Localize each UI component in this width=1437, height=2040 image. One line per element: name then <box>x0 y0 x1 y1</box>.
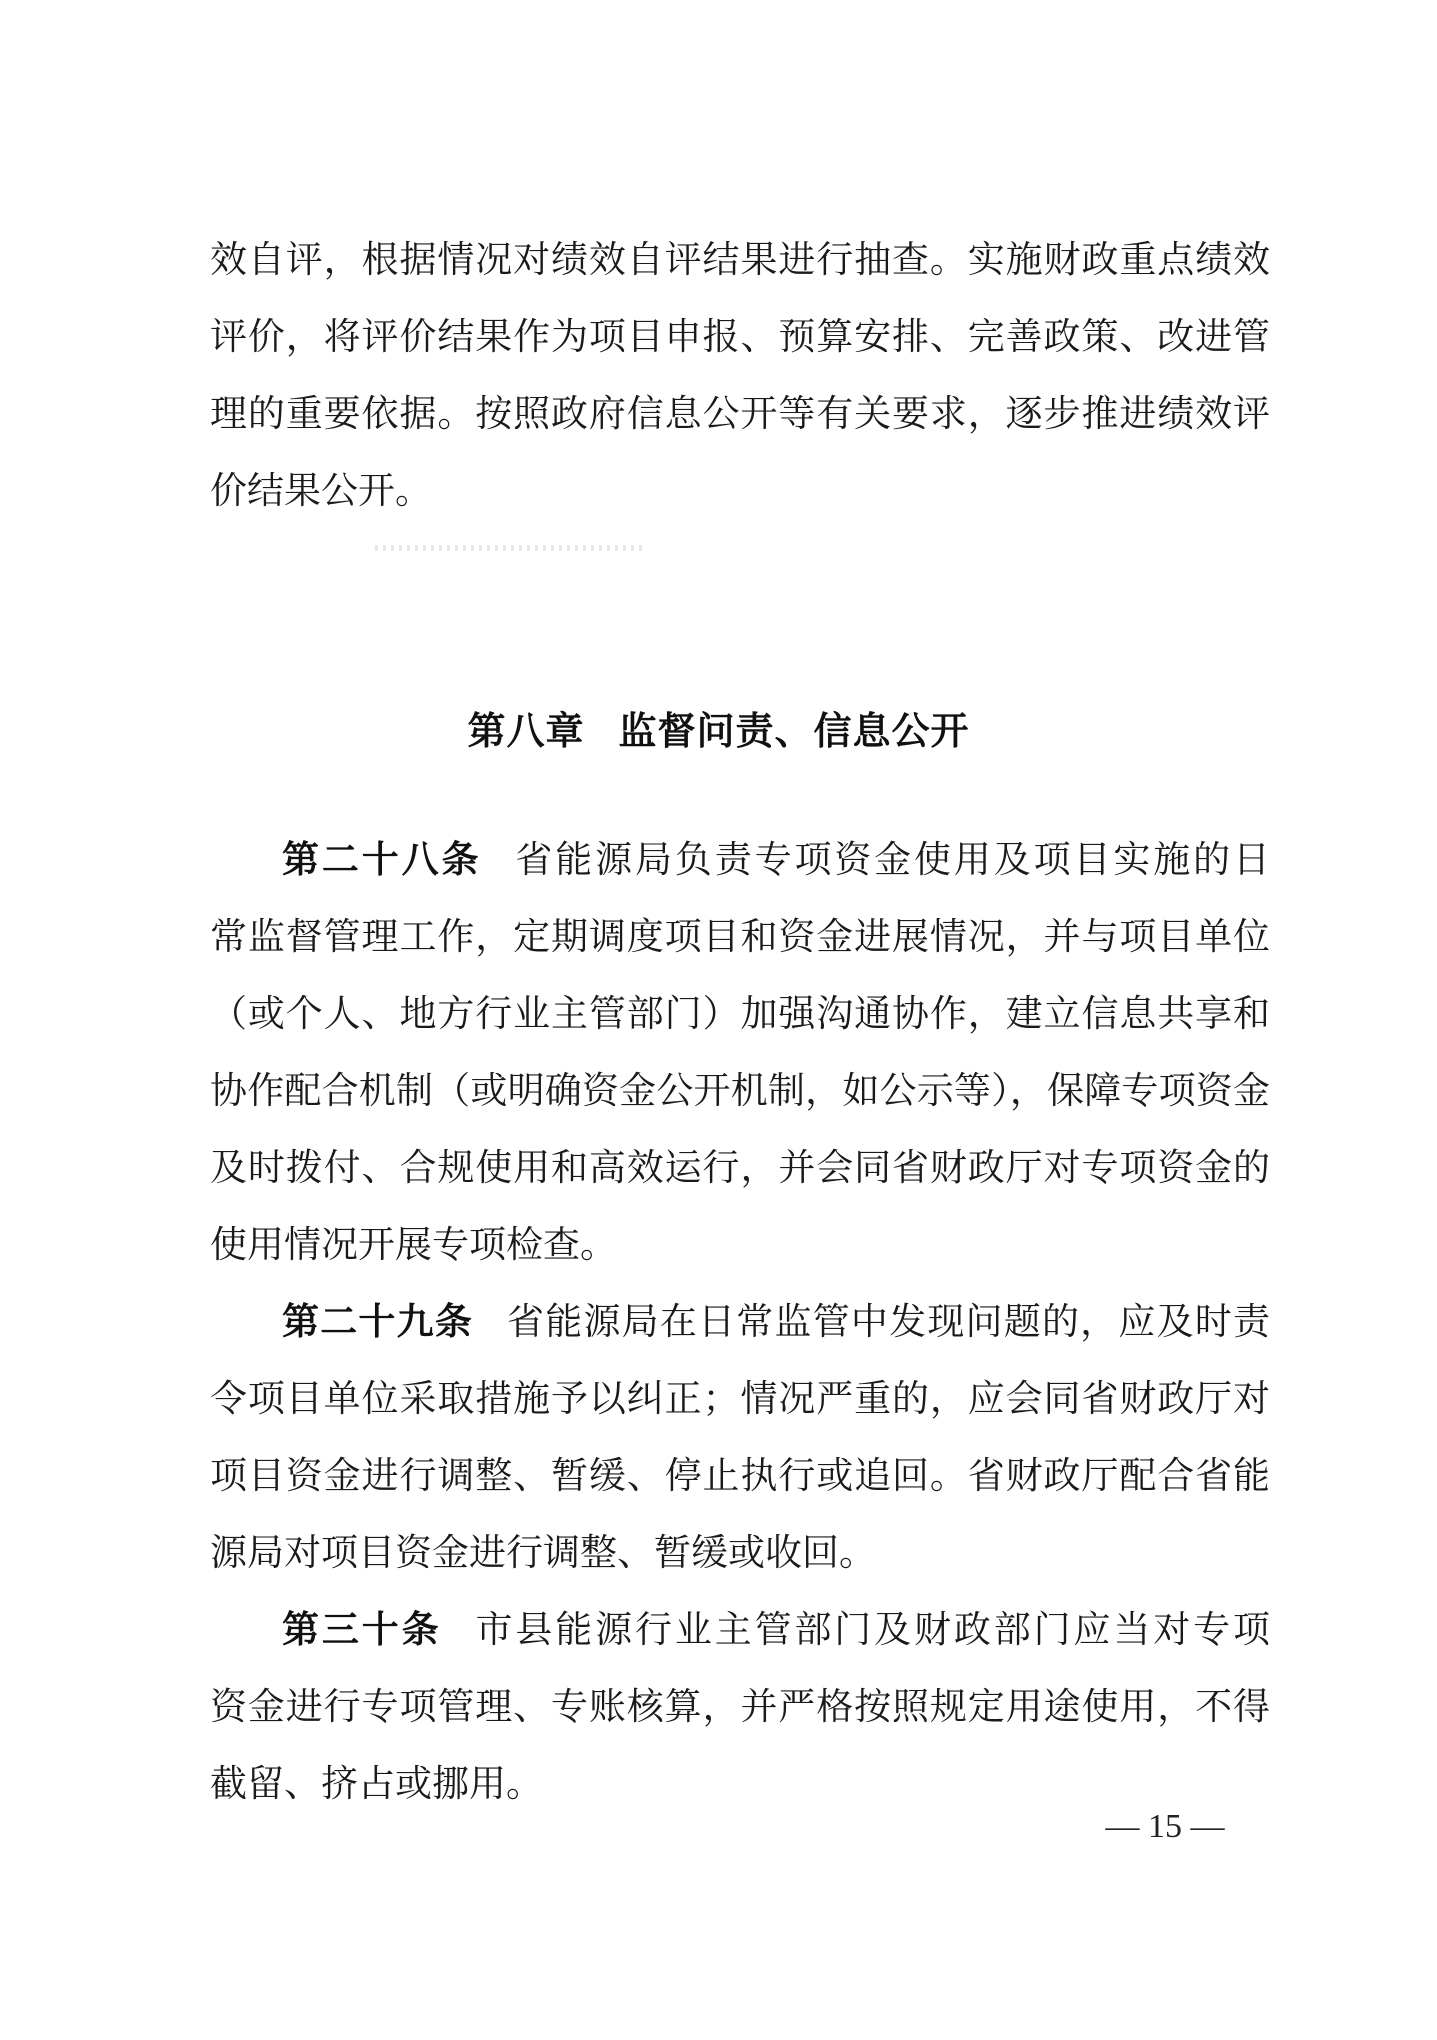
page-number: — 15 — <box>1105 1808 1225 1845</box>
article-heading: 第三十条 <box>282 1608 442 1651</box>
paragraph-line: 令项目单位采取措施予以纠正；情况严重的，应会同省财政厅对 <box>210 1377 1270 1420</box>
paragraph-line: 源局对项目资金进行调整、暂缓或收回。 <box>210 1531 876 1574</box>
article-text: 省能源局负责专项资金使用及项目实施的日 <box>515 838 1271 881</box>
paragraph-line: 效自评，根据情况对绩效自评结果进行抽查。实施财政重点绩效 <box>210 238 1270 281</box>
paragraph-line: 协作配合机制（或明确资金公开机制，如公示等），保障专项资金 <box>210 1069 1270 1112</box>
paragraph-line: 截留、挤占或挪用。 <box>210 1762 543 1805</box>
chapter-number: 第八章 <box>467 709 585 753</box>
article-first-line <box>282 1300 1270 1344</box>
paragraph-line: 使用情况开展专项检查。 <box>210 1223 617 1266</box>
chapter-heading <box>0 700 1437 755</box>
chapter-title: 监督问责、信息公开 <box>618 709 970 753</box>
paragraph-line: 及时拨付、合规使用和高效运行，并会同省财政厅对专项资金的 <box>210 1146 1270 1189</box>
paragraph-line: 评价，将评价结果作为项目申报、预算安排、完善政策、改进管 <box>210 315 1270 358</box>
paragraph-line: 价结果公开。 <box>210 469 432 512</box>
article-first-line <box>282 838 1270 882</box>
paragraph-line: 理的重要依据。按照政府信息公开等有关要求，逐步推进绩效评 <box>210 392 1270 435</box>
paragraph-line: 常监督管理工作，定期调度项目和资金进展情况，并与项目单位 <box>210 915 1270 958</box>
article-heading: 第二十八条 <box>282 838 482 881</box>
article-heading: 第二十九条 <box>282 1300 474 1343</box>
article-first-line <box>282 1608 1270 1652</box>
paragraph-line: 资金进行专项管理、专账核算，并严格按照规定用途使用，不得 <box>210 1685 1270 1728</box>
scan-artifact <box>375 545 645 551</box>
article-text: 省能源局在日常监管中发现问题的，应及时责 <box>507 1300 1271 1343</box>
paragraph-line: （或个人、地方行业主管部门）加强沟通协作，建立信息共享和 <box>210 992 1270 1035</box>
paragraph-line: 项目资金进行调整、暂缓、停止执行或追回。省财政厅配合省能 <box>210 1454 1270 1497</box>
article-text: 市县能源行业主管部门及财政部门应当对专项 <box>475 1608 1271 1651</box>
